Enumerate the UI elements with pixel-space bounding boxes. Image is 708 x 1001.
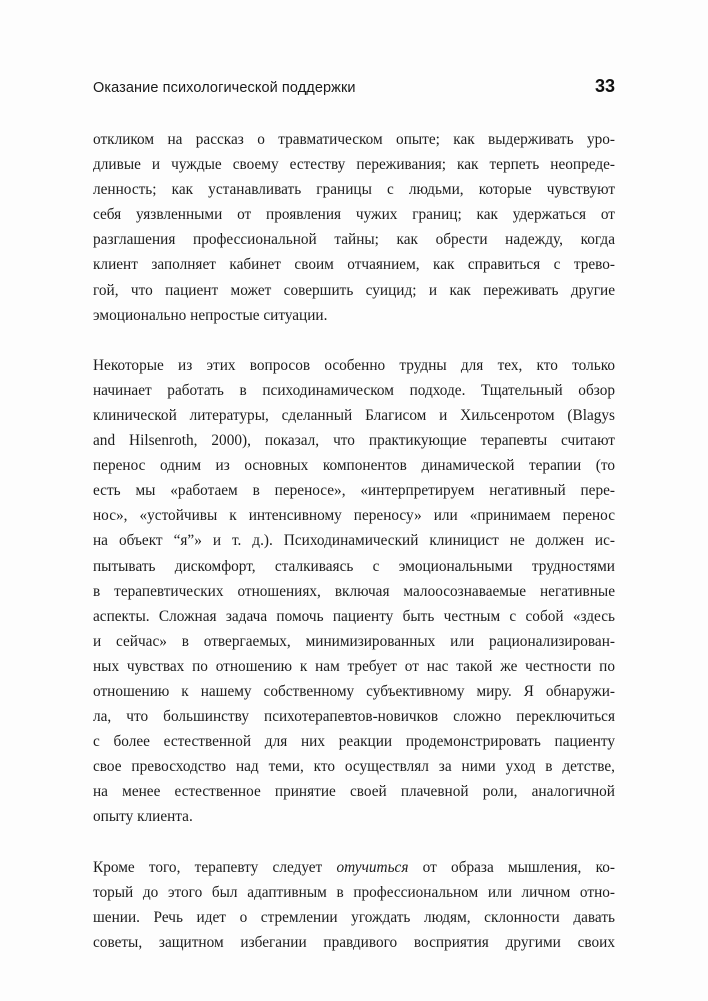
text-line: дливые и чуждые своему естеству переживания; как терпеть неопреде-	[93, 156, 615, 174]
text-line: разглашения профессиональной тайны; как обрести надежду, когда	[93, 231, 615, 249]
text-line: эмоционально непростые ситуации.	[93, 306, 328, 324]
text-line: шении. Речь идет о стремлении угождать людям, склонности давать	[93, 908, 615, 926]
body-text	[93, 127, 615, 980]
text-line: начинает работать в психодинамическом подходе. Тщательный обзор	[93, 381, 615, 399]
text-line: ных чувствах по отношению к нам требует от нас такой же честности по	[93, 657, 615, 675]
paragraph-2	[93, 353, 615, 830]
text-line: на объект “я”» и т. д.). Психодинамический клиницист не должен ис-	[93, 532, 615, 550]
text-line: откликом на рассказ о травматическом опыте; как выдерживать уро-	[93, 131, 615, 148]
text-line: ленность; как устанавливать границы с людьми, которые чувствуют	[93, 181, 615, 199]
text-line: есть мы «работаем в переносе», «интерпретируем негативный пере-	[93, 482, 615, 500]
text-run: Кроме того, терапевту следует	[93, 858, 337, 876]
text-line: пытывать дискомфорт, сталкиваясь с эмоциональными трудностями	[93, 557, 615, 575]
text-line: с более естественной для них реакции продемонстрировать пациенту	[93, 733, 615, 751]
text-line: перенос одним из основных компонентов динамической терапии (то	[93, 457, 615, 475]
text-line: нос», «устойчивы к интенсивному переносу» или «принимаем перенос	[93, 507, 615, 525]
running-header	[93, 76, 615, 102]
paragraph-1	[93, 127, 615, 328]
text-line: в терапевтических отношениях, включая малоосознаваемые негативные	[93, 582, 615, 600]
text-line: и сейчас» в отвергаемых, минимизированных или рационализирован-	[93, 632, 615, 650]
text-line: аспекты. Сложная задача помочь пациенту быть честным с собой «здесь	[93, 607, 615, 625]
text-line: себя уязвленными от проявления чужих границ; как удержаться от	[93, 206, 615, 224]
text-line: клинической литературы, сделанный Благисом и Хильсенротом (Blagys	[93, 406, 615, 424]
text-run: от образа мышления, ко-	[408, 858, 615, 876]
paragraph-3	[93, 855, 615, 955]
text-line: Некоторые из этих вопросов особенно трудны для тех, кто только	[93, 356, 615, 374]
text-line: отношению к нашему собственному субъективному миру. Я обнаружи-	[93, 682, 615, 700]
text-line: на менее естественное принятие своей плачевной роли, аналогичной	[93, 783, 615, 801]
emphasis-text: отучиться	[336, 858, 409, 876]
text-line: ла, что большинству психотерапевтов-новичков сложно переключиться	[93, 708, 615, 726]
text-line: свое превосходство над теми, кто осуществлял за ними уход в детстве,	[93, 758, 615, 776]
text-line: советы, защитном избегании правдивого восприятия другими своих	[93, 933, 615, 951]
text-line: опыту клиента.	[93, 808, 193, 826]
page-number: 33	[594, 76, 615, 96]
text-line	[93, 855, 615, 880]
text-line: and Hilsenroth, 2000), показал, что практикующие терапевты считают	[93, 432, 615, 450]
section-title: Оказание психологической поддержки	[93, 80, 356, 96]
text-line: гой, что пациент может совершить суицид; и как переживать другие	[93, 281, 615, 299]
text-line: торый до этого был адаптивным в профессиональном или личном отно-	[93, 883, 615, 901]
text-line: клиент заполняет кабинет своим отчаянием, как справиться с трево-	[93, 256, 615, 274]
